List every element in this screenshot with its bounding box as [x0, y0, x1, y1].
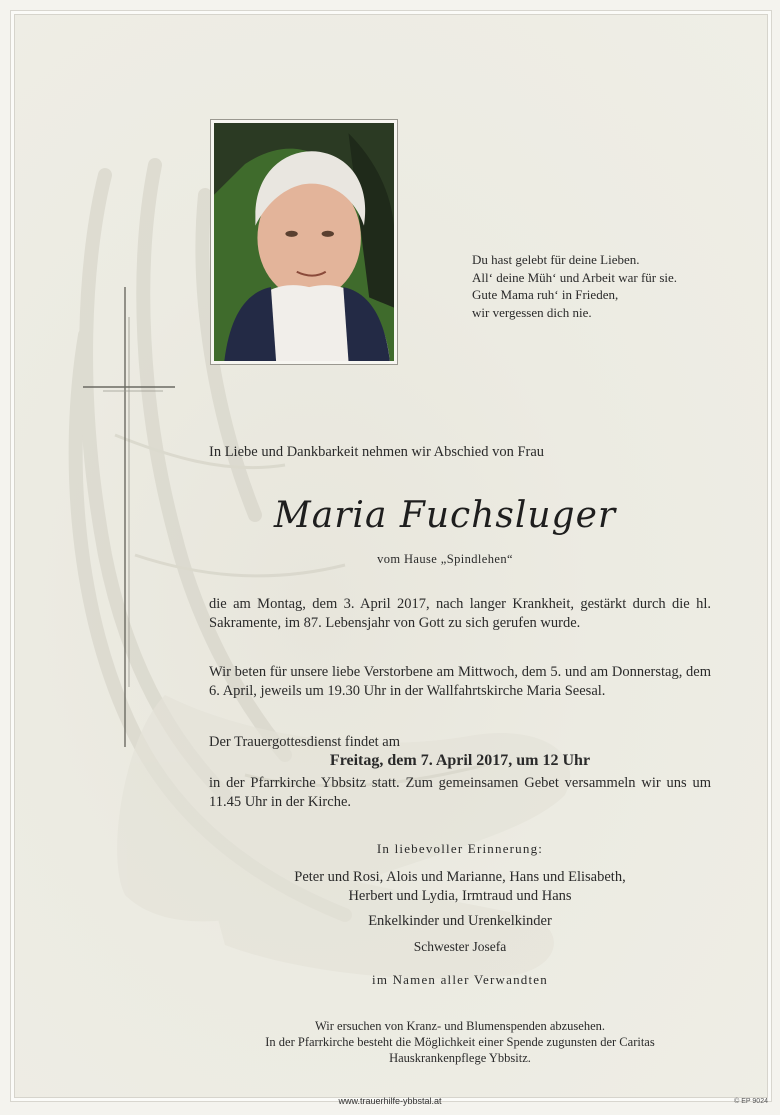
donation-request-line: In der Pfarrkirche besteht die Möglichkeit einer Spende zugunsten der Caritas	[265, 1035, 655, 1049]
sister-line: Schwester Josefa	[413, 939, 507, 954]
poem-line: Gute Mama ruh‘ in Frieden,	[472, 287, 619, 302]
funeral-place: in der Pfarrkirche Ybbsitz statt. Zum gemeinsamen Gebet versammeln wir uns um 11.45 Uhr in der Kirche.	[209, 775, 711, 810]
deceased-name: Maria Fuchsluger	[273, 495, 617, 536]
house-name: vom Hause „Spindlehen“	[377, 552, 513, 566]
portrait-frame	[210, 119, 398, 365]
relatives-line: im Namen aller Verwandten	[372, 972, 548, 987]
poem-line: Du hast gelebt für deine Lieben.	[472, 252, 640, 267]
family-line: Peter und Rosi, Alois und Marianne, Hans und Elisabeth,	[294, 869, 626, 885]
family-line: Herbert und Lydia, Irmtraud und Hans	[348, 888, 572, 904]
footer-code: © EP 9024	[734, 1098, 768, 1105]
footer-url: www.trauerhilfe-ybbstal.at	[338, 1096, 442, 1106]
memory-heading: In liebevoller Erinnerung:	[376, 841, 544, 856]
funeral-intro: Der Trauergottesdienst findet am	[209, 734, 401, 750]
donation-request-line: Wir ersuchen von Kranz- und Blumenspenden abzusehen.	[314, 1019, 606, 1033]
death-notice-paragraph: die am Montag, dem 3. April 2017, nach langer Krankheit, gestärkt durch die hl. Sakramente, im 87. Lebensjahr von Gott zu sich gerufen wurde.	[209, 596, 711, 631]
poem-line: All‘ deine Müh‘ und Arbeit war für sie.	[472, 269, 678, 285]
grandchildren-line: Enkelkinder und Urenkelkinder	[368, 913, 552, 929]
obituary-card	[14, 14, 768, 1098]
farewell-intro: In Liebe und Dankbarkeit nehmen wir Abschied von Frau	[209, 444, 545, 460]
portrait-photo	[214, 123, 394, 361]
poem-line: wir vergessen dich nie.	[472, 304, 592, 320]
donation-request-line: Hauskrankenpflege Ybbsitz.	[389, 1051, 531, 1065]
funeral-date: Freitag, dem 7. April 2017, um 12 Uhr	[329, 752, 591, 769]
poem	[472, 251, 732, 321]
cross-icon	[83, 287, 183, 747]
prayer-paragraph: Wir beten für unsere liebe Verstorbene am Mittwoch, dem 5. und am Donnerstag, dem 6. April, jeweils um 19.30 Uhr in der Wallfahrtskirche Maria Seesal.	[209, 664, 711, 699]
